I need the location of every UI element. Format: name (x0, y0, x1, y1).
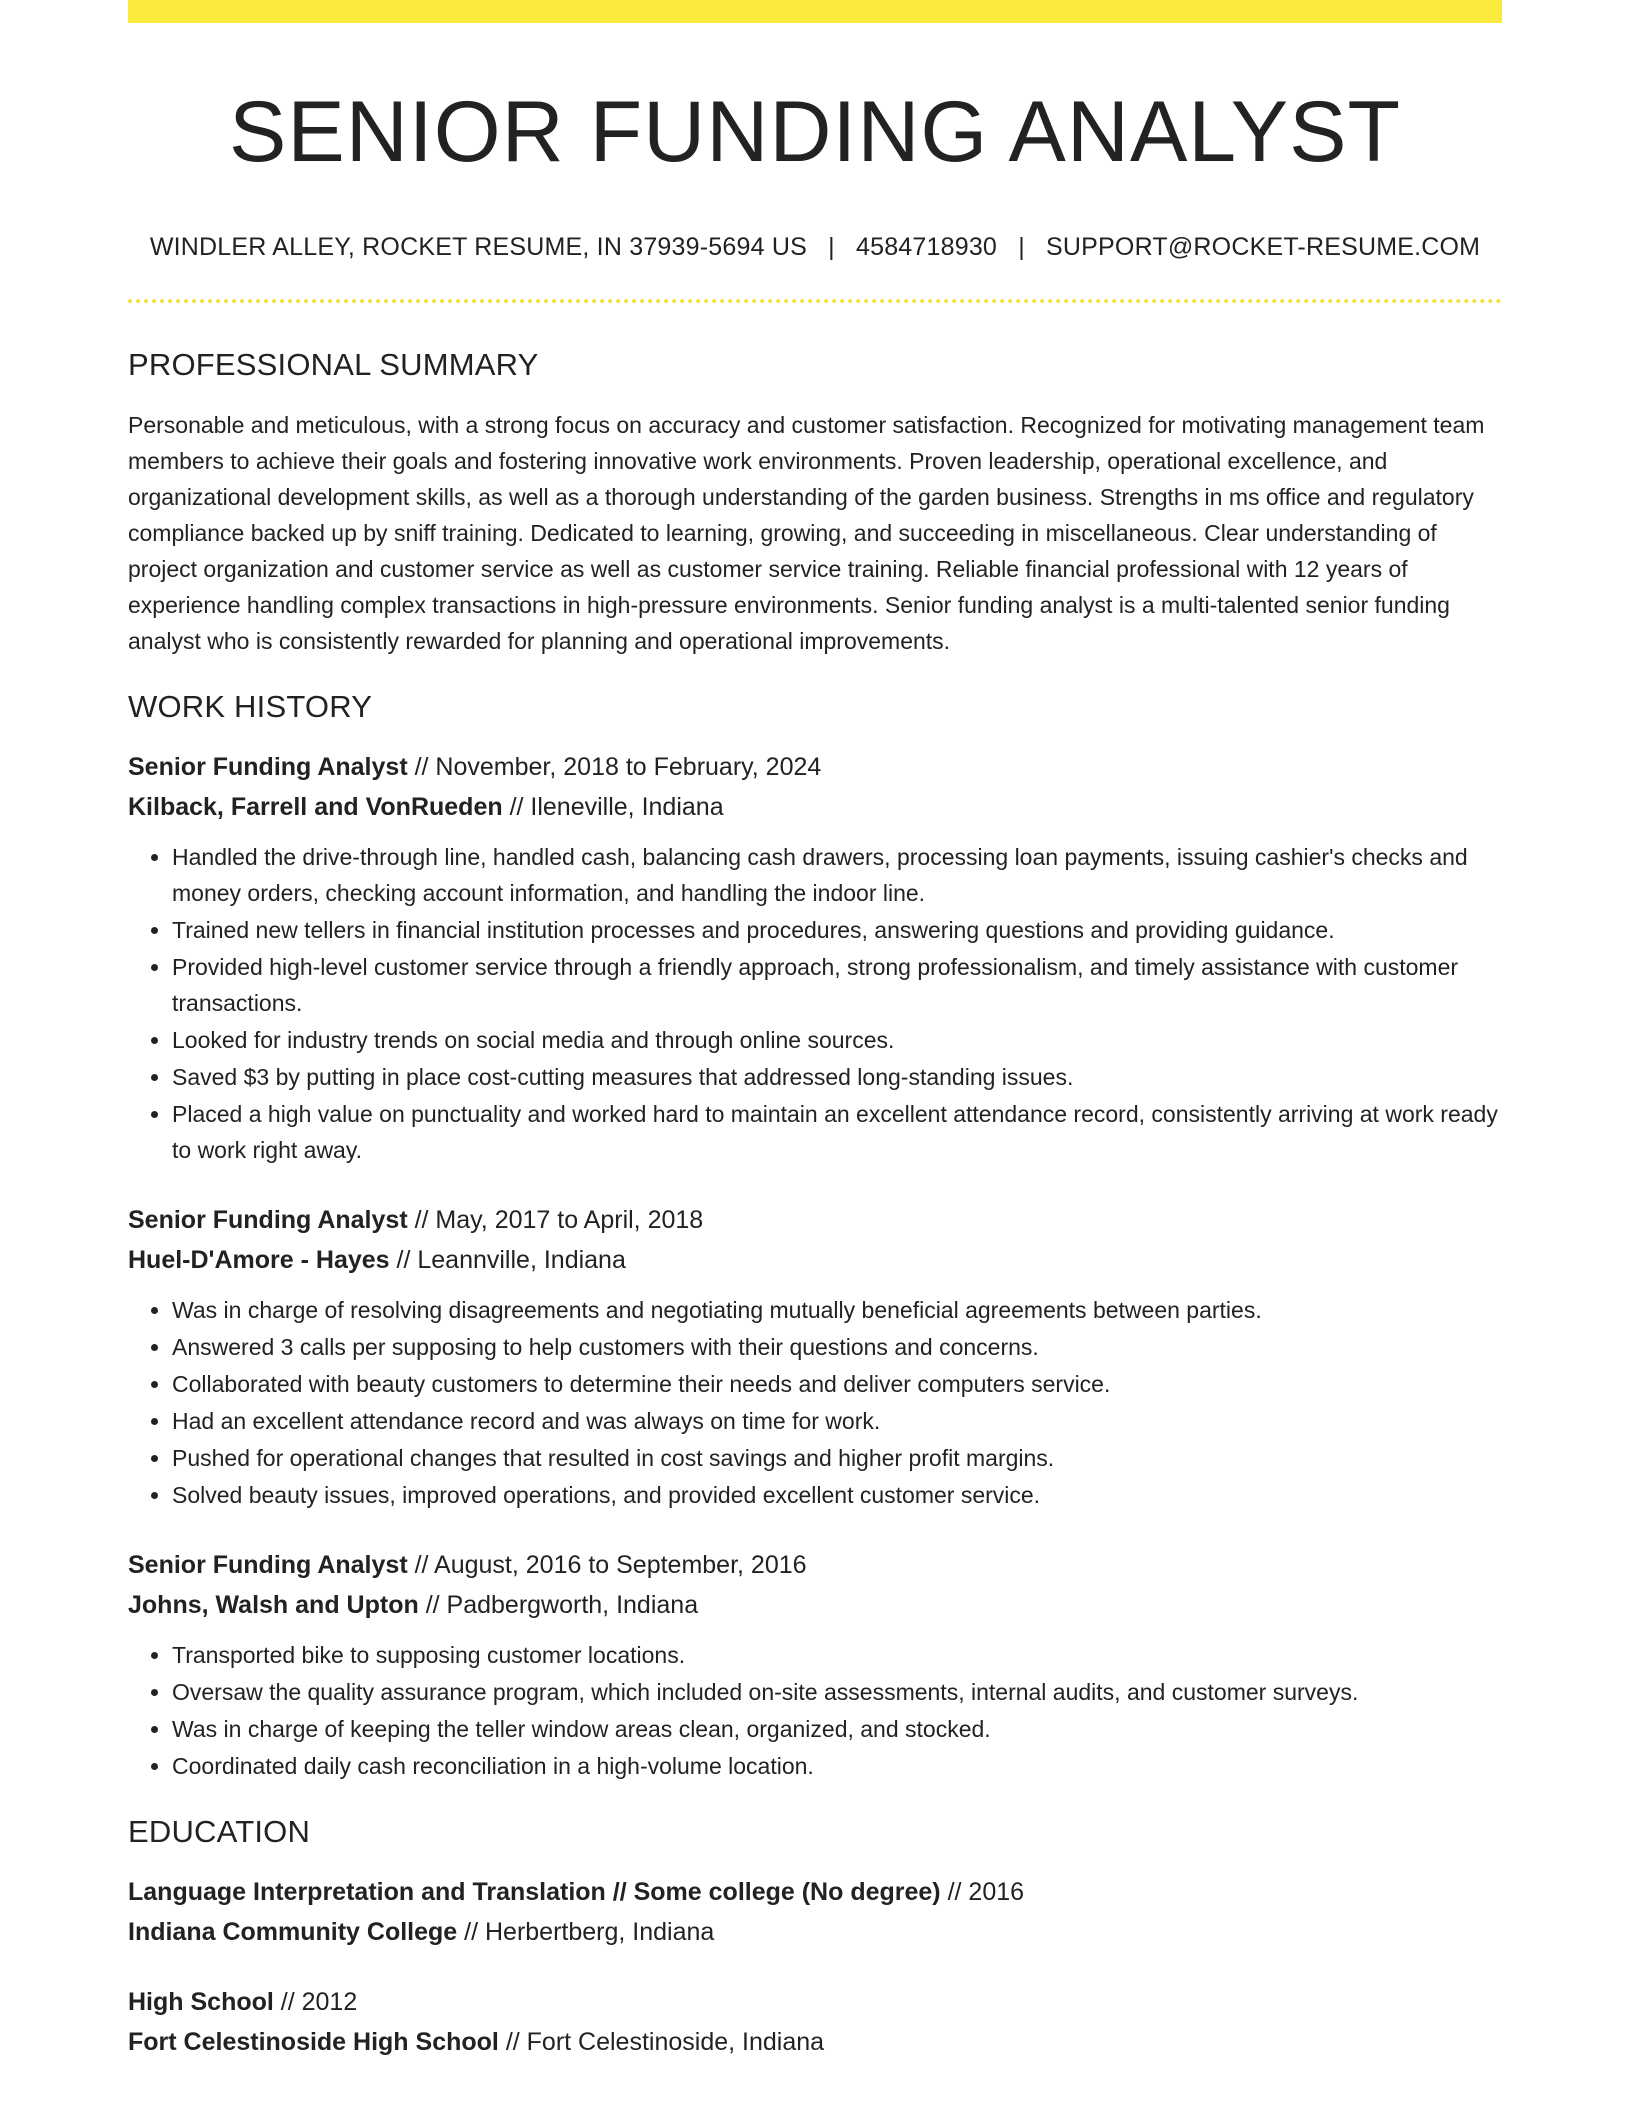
job-company-line (128, 787, 1502, 827)
education-year: // 2016 (940, 1878, 1025, 1906)
job-bullet: • Collaborated with beauty customers to determine their needs and deliver computers service. (172, 1366, 1502, 1402)
job-bullets (128, 839, 1502, 1168)
job-bullets (128, 1292, 1502, 1513)
job-bullet: • Coordinated daily cash reconciliation in a high-volume location. (172, 1748, 1502, 1784)
job-dates: // May, 2017 to April, 2018 (407, 1206, 704, 1234)
job-entry (128, 1200, 1502, 1513)
summary-heading: PROFESSIONAL SUMMARY (128, 347, 539, 382)
job-role: Senior Funding Analyst (128, 1551, 408, 1579)
contact-separator: | (828, 233, 835, 261)
top-accent-bar (128, 0, 1502, 23)
education-school: Indiana Community College (128, 1918, 458, 1946)
contact-phone: 4584718930 (855, 233, 998, 261)
summary-text: Personable and meticulous, with a strong focus on accuracy and customer satisfaction. Recognized for motivating management team members to achieve their goals and fostering innovative work environments. Proven leadership, operational excellence, and organizational development skills, as well as a thorough understanding of the garden business. Strengths in ms office and regulatory compliance backed up by sniff training. Dedicated to learning, growing, and succeeding in miscellaneous. Clear understanding of project organization and customer service as well as customer service training. Reliable financial professional with 12 years of experience handling complex transactions in high-pressure environments. Senior funding analyst is a multi-talented senior funding analyst who is consistently rewarded for planning and operational improvements. (128, 412, 1485, 654)
education-degree: High School (128, 1988, 274, 2016)
job-bullet: • Oversaw the quality assurance program, which included on-site assessments, internal audits, and customer surveys. (172, 1674, 1502, 1710)
job-company: Huel-D'Amore - Hayes (128, 1246, 390, 1274)
education-school: Fort Celestinoside High School (128, 2028, 499, 2056)
resume-name: SENIOR FUNDING ANALYST (228, 84, 1402, 180)
education-location: // Fort Celestinoside, Indiana (498, 2028, 825, 2056)
job-company: Johns, Walsh and Upton (128, 1591, 419, 1619)
job-location: // Padbergworth, Indiana (418, 1591, 699, 1619)
job-role: Senior Funding Analyst (128, 1206, 408, 1234)
job-bullet: • Placed a high value on punctuality and worked hard to maintain an excellent attendance record, consistently arriving at work ready to work right away. (172, 1096, 1502, 1168)
education-degree-line (128, 1982, 1502, 2022)
job-dates: // August, 2016 to September, 2016 (407, 1551, 807, 1579)
job-location: // Leannville, Indiana (389, 1246, 626, 1274)
job-company-line (128, 1585, 1502, 1625)
resume-content (128, 82, 1502, 2062)
job-bullet: • Saved $3 by putting in place cost-cutting measures that addressed long-standing issues. (172, 1059, 1502, 1095)
education-location: // Herbertberg, Indiana (457, 1918, 715, 1946)
job-entry (128, 1545, 1502, 1784)
job-entry (128, 747, 1502, 1168)
education-school-line (128, 2022, 1502, 2062)
job-bullet: • Looked for industry trends on social media and through online sources. (172, 1022, 1502, 1058)
contact-separator: | (1018, 233, 1025, 261)
job-company-line (128, 1240, 1502, 1280)
job-bullet: • Pushed for operational changes that resulted in cost savings and higher profit margins. (172, 1440, 1502, 1476)
contact-line (128, 232, 1502, 262)
job-company: Kilback, Farrell and VonRueden (128, 793, 503, 821)
job-location: // Ileneville, Indiana (502, 793, 724, 821)
job-bullet: • Solved beauty issues, improved operations, and provided excellent customer service. (172, 1477, 1502, 1513)
education-degree-line (128, 1872, 1502, 1912)
job-bullet: • Was in charge of resolving disagreements and negotiating mutually beneficial agreements between parties. (172, 1292, 1502, 1328)
contact-address: WINDLER ALLEY, ROCKET RESUME, IN 37939-5694 US (149, 233, 807, 261)
education-school-line (128, 1912, 1502, 1952)
education-heading: EDUCATION (128, 1814, 311, 1849)
job-role: Senior Funding Analyst (128, 753, 408, 781)
work-history-heading: WORK HISTORY (128, 689, 373, 724)
job-title-line (128, 747, 1502, 787)
education-degree: Language Interpretation and Translation // Some college (No degree) (128, 1878, 941, 1906)
education-entry (128, 1982, 1502, 2062)
job-bullet: • Provided high-level customer service through a friendly approach, strong professionalism, and timely assistance with customer transactions. (172, 949, 1502, 1021)
job-bullet: • Had an excellent attendance record and was always on time for work. (172, 1403, 1502, 1439)
job-title-line (128, 1545, 1502, 1585)
education-year: // 2012 (273, 1988, 358, 2016)
job-title-line (128, 1200, 1502, 1240)
job-dates: // November, 2018 to February, 2024 (407, 753, 822, 781)
education-entry (128, 1872, 1502, 1952)
job-bullet: • Transported bike to supposing customer locations. (172, 1637, 1502, 1673)
job-bullets (128, 1637, 1502, 1784)
contact-email: SUPPORT@ROCKET-RESUME.COM (1046, 233, 1481, 261)
job-bullet: • Handled the drive-through line, handled cash, balancing cash drawers, processing loan payments, issuing cashier's checks and money orders, checking account information, and handling the indoor line. (172, 839, 1502, 911)
job-bullet: • Trained new tellers in financial institution processes and procedures, answering questions and providing guidance. (172, 912, 1502, 948)
job-bullet: • Answered 3 calls per supposing to help customers with their questions and concerns. (172, 1329, 1502, 1365)
job-bullet: • Was in charge of keeping the teller window areas clean, organized, and stocked. (172, 1711, 1502, 1747)
header-divider (128, 299, 1502, 303)
